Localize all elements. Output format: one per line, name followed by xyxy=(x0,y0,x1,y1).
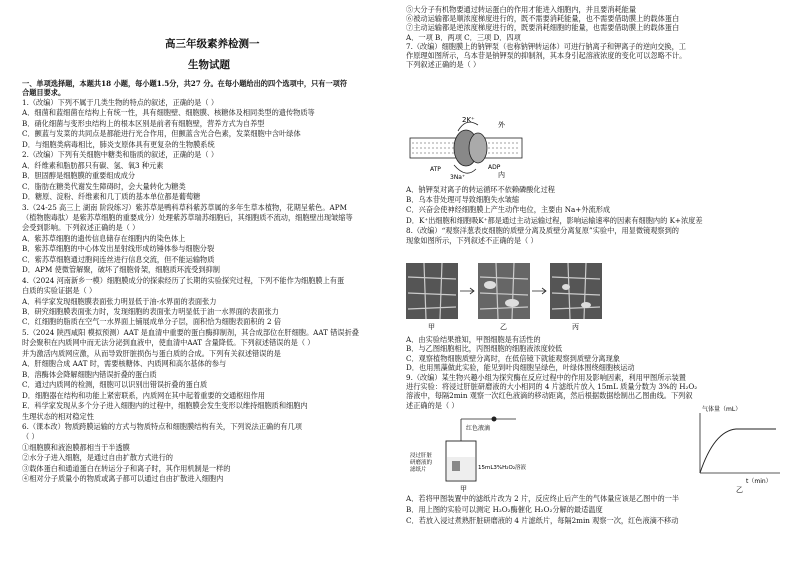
left-lines-line: D．与细胞类病毒相比，肺炎支原体具有更复杂的生物膜系统 xyxy=(22,139,215,149)
left-lines-line: C．颤蓝与发菜的共同点是都能进行光合作用，但颤蓝含光合色素，发菜细胞中含叶绿体 xyxy=(22,129,301,139)
instructions-line-1: 一、单项选择题，本题共18 小题，每小题1.5分，共27 分。在每小题给出的四个选项中，只有一项符 xyxy=(22,79,348,88)
atp-label: ATP xyxy=(430,166,441,173)
left-lines-line: B．溶酶体会降解细胞内错误折叠的蛋白质 xyxy=(22,369,157,379)
plasmolysis-figure xyxy=(406,263,606,333)
left-lines-line: 会受到影响。下列叙述正确的是（ ） xyxy=(22,223,140,233)
left-lines-line: D．APM 使微管解聚，破坏了细胞骨架，细胞质环流受到抑制 xyxy=(22,265,220,275)
k-label: 2K⁺ xyxy=(462,116,475,124)
right-lines-bottom-line: A．若将甲图装置中的滤纸片改为 2 片，反应终止后产生的气体量应该是乙图中的一半 xyxy=(406,494,680,503)
left-lines-line: 6.（课本改）物质跨膜运输的方式与物质特点和细胞膜结构有关，下列说法正确的有几项 xyxy=(22,421,302,431)
graph-y-label: 气体量（mL） xyxy=(702,406,742,413)
left-lines-line: B．硝化细菌与变形虫结构上的根本区别是前者有细胞壁，营养方式为自养型 xyxy=(22,118,265,128)
cell-label-jia: 甲 xyxy=(428,323,435,331)
left-lines-line: ②水分子进入细胞，是通过自由扩散方式进行的 xyxy=(22,453,173,463)
apparatus-label: 甲 xyxy=(460,485,467,493)
left-lines-line: C．通过内质网的检测，细胞可以识别出错误折叠的蛋白质 xyxy=(22,380,208,390)
red-drop-label: 红色液滴 xyxy=(466,425,491,432)
left-lines-line: ③载体蛋白和通道蛋白在转运分子和离子时，其作用机制是一样的 xyxy=(22,463,231,473)
arrow-2 xyxy=(532,288,546,294)
right-lines-low-line: 进行实验：将浸过肝脏研磨液的大小相同的 4 片滤纸片放入 15mL 质量分数为 3%的 H₂O₂ xyxy=(406,382,698,391)
adp-label: ADP xyxy=(488,164,501,171)
right-lines-mid-line: D．K⁺出细胞和细胞吸K⁺都是通过主动运输过程，影响运输速率的因素有细胞内的 K+浓度差 xyxy=(406,215,703,225)
red-drop xyxy=(492,417,497,422)
cell-label-yi: 乙 xyxy=(500,323,507,331)
inside-label: 内 xyxy=(498,171,505,179)
left-lines-line: C．红细胞的脂质在空气一水界面上铺展成单分子层，面积恰为细胞表面积的 2 倍 xyxy=(22,317,282,327)
left-lines-line: （ ） xyxy=(22,432,39,442)
cell-image-2 xyxy=(478,263,530,319)
left-lines-line: 3.（24-25 高三上 湖南 阶段练习）紫苏草是鸭科草科紫苏草属的多年生草本植物，花期呈紫色。APM xyxy=(22,202,347,212)
right-lines-top-line: ⑤大分子有机物要通过转运蛋白的作用才能进入细胞内，并且要消耗能量 xyxy=(406,5,637,14)
right-lines-mid-line: A．钠钾泵对离子的转运循环不依赖磷酸化过程 xyxy=(406,185,555,194)
instructions-line-2: 合题目要求。 xyxy=(22,87,66,97)
right-lines-low-line: B．与乙图细胞相比，丙图细胞的细胞液浓度较低 xyxy=(406,344,563,354)
right-lines-top-line: 下列叙述正确的是（ ） xyxy=(406,60,481,70)
na-label: 3Na⁺ xyxy=(450,174,466,181)
left-lines-line: 1.（改编）下列不属于几类生物的特点的叙述，正确的是（ ） xyxy=(22,98,219,107)
gas-curve xyxy=(700,429,776,473)
left-lines-line: ①细胞膜和液泡膜都相当于半透膜 xyxy=(22,442,130,452)
left-lines-line: 生理状态的相对稳定性 xyxy=(22,411,94,421)
exam-title: 高三年级素养检测一 xyxy=(165,38,260,50)
left-lines-line: D．糖原、淀粉、纤维素和几丁质的基本单位都是葡萄糖 xyxy=(22,192,201,202)
right-lines-low-line: 溶液中，每隔2min 观察一次红色液滴的移动距离，然后根据数据绘制出乙图曲线。下列叙 xyxy=(406,391,693,401)
apparatus-figure xyxy=(406,413,538,493)
left-lines-line: B．研究细胞膜表面张力时，发现细胞的表面张力明显低于油一水界面的表面张力 xyxy=(22,307,279,316)
arrow-1 xyxy=(460,288,474,294)
right-lines-mid-line: 8.（改编）“观察洋葱表皮细胞的质壁分离及质壁分离复原”实验中，用显微镜观察到的 xyxy=(406,225,679,235)
left-lines-line: B．胆固醇是细胞膜的重要组成成分 xyxy=(22,171,136,181)
filter-paper xyxy=(452,461,460,471)
left-lines-line: E．科学家发现从多个分子进入细胞内的过程中，细胞膜会发生变形以维持细胞质和细胞内 xyxy=(22,401,308,411)
paper-label-3: 滤纸片 xyxy=(410,467,427,473)
left-lines-line: 白质的实验证据是（ ） xyxy=(22,286,97,296)
right-lines-bottom-line: C．若放入浸过煮熟肝脏研磨液的 4 片滤纸片，每隔2min 观察一次，红色液滴不移动 xyxy=(406,516,679,525)
cell-label-bing: 丙 xyxy=(572,323,579,331)
right-lines-mid-line: 现象如图所示，下列叙述不正确的是（ ） xyxy=(406,236,538,245)
graph-label: 乙 xyxy=(736,486,743,493)
cell-image-3 xyxy=(550,263,602,319)
solution-label: 15mL3%H₂O₂溶液 xyxy=(478,465,527,471)
subject-title: 生物试题 xyxy=(188,59,230,71)
right-lines-top-line: ⑦主动运输都是逆浓度梯度进行的，既要消耗细胞的能量，也需要借助膜上的载体蛋白 xyxy=(406,23,680,33)
right-lines-low-line: 9.（改编）某生物兴趣小组为探究酶在反应过程中的作用及影响因素，利用甲图所示装置 xyxy=(406,372,686,382)
left-lines-line: 4.（2024 河南新乡一模）细胞膜成分的探索经历了长期的实验探究过程，下列不能作为细胞膜上有蛋 xyxy=(22,275,345,285)
right-lines-top-line: 7.（改编）细胞膜上的钠钾泵（也称钠钾转运体）可进行钠离子和钾离子的逆向交换，工 xyxy=(406,41,686,51)
right-lines-low-line: 述正确的是（ ） xyxy=(406,400,459,410)
left-lines-line: A．肝细胞合成 AAT 时，需要核糖体、内质网和高尔基体的参与 xyxy=(22,359,227,369)
left-lines-line: A．纤维素和脂肪都只有碳、氢、氧3 种元素 xyxy=(22,160,164,170)
right-lines-bottom-line: B．用上图的实验可以测定 H₂O₂酶催化 H₂O₂分解的最适温度 xyxy=(406,505,603,514)
left-lines-line: A．细菌和蓝细菌在结构上有统一性，具有细胞壁、细胞膜、核糖体及相同类型的遗传物质等 xyxy=(22,108,315,118)
gas-volume-graph xyxy=(680,403,790,493)
right-lines-low-line: C．观察植物细胞质壁分离时，在低倍镜下就能观察到质壁分离现象 xyxy=(406,353,620,363)
left-lines-line: （植物胞毒肽）是紫苏草细胞的重要成分）处理紫苏草瑞苏细胞后，其细胞质不流动，细胞壁出现皱缩等 xyxy=(22,212,353,222)
left-lines-line: 5.（2024 陕西咸阳 模拟预测）AAT 是血清中重要的蛋白酶抑制剂，其合成部位在肝细胞。AAT 错误折叠 xyxy=(22,327,359,337)
graph-x-label: t（min） xyxy=(746,478,772,485)
left-lines-line: C．紫苏草细胞通过胞间连丝进行信息交流，但不能运输物质 xyxy=(22,254,215,264)
left-lines-line: B．紫苏草细胞的中心体发出星射线形成纺锤体参与细胞分裂 xyxy=(22,244,215,254)
left-lines-line: 2.（改编）下列有关细胞中糖类和脂质的叙述，正确的是（ ） xyxy=(22,150,219,160)
left-lines-line: ④相对分子质量小的物质或离子都可以通过自由扩散进入细胞内 xyxy=(22,474,224,484)
right-lines-low-line: A．由实验结果推知，甲图细胞是有活性的 xyxy=(406,335,541,344)
left-lines-line: 时会聚积在内质网中而无法分泌到血液中，使血清中AAT 含量降低。下列叙述错误的是（ ） xyxy=(22,338,315,348)
left-lines-line: 并为激活内质网应激，从而导致肝脏损伤与蛋白质的合成。下列有关叙述错误的是 xyxy=(22,348,281,358)
right-lines-mid-line: B．乌本苷处理可导致细胞失水皱缩 xyxy=(406,195,520,205)
right-lines-low-line: D．也用黑藻做此实验，能见到叶肉细胞呈绿色，叶绿体围绕细胞核运动 xyxy=(406,363,635,373)
left-lines-line: A．紫苏草细胞的遗传信息储存在细胞内的染色体上 xyxy=(22,233,186,243)
paper-label-2: 研磨液的 xyxy=(410,460,433,466)
right-lines-top-line: ⑥被动运输都是顺浓度梯度进行的，既不需要消耗能量，也不需要借助膜上的载体蛋白 xyxy=(406,14,680,24)
sodium-potassium-pump-figure xyxy=(406,113,526,183)
cell-image-1 xyxy=(406,263,458,319)
pump-protein-right xyxy=(469,133,487,163)
left-lines-line: C．脂肪在糖类代谢发生障碍时，会大量转化为糖类 xyxy=(22,181,186,191)
solution-fill xyxy=(447,457,475,480)
right-lines-mid-line: C．兴奋会使神经细胞膜上产生动作电位，主要由 Na+外流形成 xyxy=(406,205,611,215)
right-lines-top-line: A．一项 B．两项 C．三项 D．四项 xyxy=(406,32,521,42)
left-lines-line: D．细胞器在结构和功能上紧密联系，内质网在其中起着重要的交通枢纽作用 xyxy=(22,390,265,400)
left-lines-line: A．科学家发现细胞膜表面张力明显低于油-水界面的表面张力 xyxy=(22,296,217,306)
outside-label: 外 xyxy=(498,121,505,129)
paper-label-1: 浸过肝脏 xyxy=(410,453,433,459)
right-lines-top-line: 作原理如图所示，乌本苷是钠钾泵的抑制剂，其本身引起溶液浓度的变化可以忽略不计。 xyxy=(406,51,687,60)
